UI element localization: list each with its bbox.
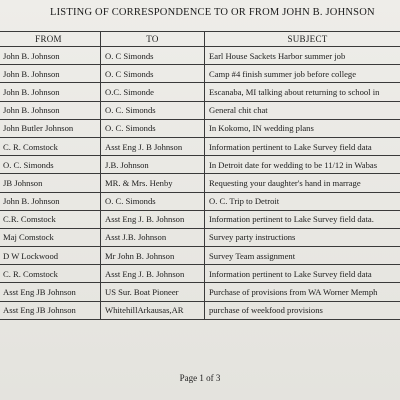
table-row xyxy=(0,65,400,83)
cell-to: O. C Simonds xyxy=(101,47,205,65)
cell-from: Asst Eng JB Johnson xyxy=(0,301,101,319)
cell-to: O.C. Simonde xyxy=(101,83,205,101)
table-row xyxy=(0,119,400,137)
cell-to: WhitehillArkausas,AR xyxy=(101,301,205,319)
cell-subject: Escanaba, MI talking about returning to school in xyxy=(205,83,400,101)
table-row xyxy=(0,174,400,192)
cell-to: O. C. Simonds xyxy=(101,101,205,119)
cell-to: Asst Eng J. B. Johnson xyxy=(101,210,205,228)
cell-subject: Purchase of provisions from WA Worner Memph xyxy=(205,283,400,301)
document-title: LISTING OF CORRESPONDENCE TO OR FROM JOHN B. JOHNSON xyxy=(50,7,375,18)
header-to: TO xyxy=(101,32,205,47)
cell-subject: Survey Team assignment xyxy=(205,247,400,265)
table-header-row xyxy=(0,32,400,47)
cell-from: O. C. Simonds xyxy=(0,156,101,174)
cell-from: John Butler Johnson xyxy=(0,119,101,137)
header-subject: SUBJECT xyxy=(205,32,400,47)
table-row xyxy=(0,247,400,265)
cell-from: John B. Johnson xyxy=(0,83,101,101)
table-row xyxy=(0,228,400,246)
cell-from: John B. Johnson xyxy=(0,65,101,83)
cell-from: John B. Johnson xyxy=(0,47,101,65)
cell-subject: Survey party instructions xyxy=(205,228,400,246)
cell-subject: O. C. Trip to Detroit xyxy=(205,192,400,210)
cell-subject: Information pertinent to Lake Survey field data xyxy=(205,265,400,283)
cell-from: Maj Comstock xyxy=(0,228,101,246)
cell-subject: Information pertinent to Lake Survey field data xyxy=(205,137,400,155)
correspondence-table xyxy=(0,31,400,320)
cell-to: Asst J.B. Johnson xyxy=(101,228,205,246)
cell-from: D W Lockwood xyxy=(0,247,101,265)
cell-subject: General chit chat xyxy=(205,101,400,119)
table-row xyxy=(0,301,400,319)
cell-to: Mr John B. Johnson xyxy=(101,247,205,265)
table-row xyxy=(0,156,400,174)
cell-subject: Requesting your daughter's hand in marrage xyxy=(205,174,400,192)
cell-subject: In Kokomo, IN wedding plans xyxy=(205,119,400,137)
cell-from: John B. Johnson xyxy=(0,101,101,119)
cell-subject: purchase of weekfood provisions xyxy=(205,301,400,319)
cell-to: O. C Simonds xyxy=(101,65,205,83)
cell-from: Asst Eng JB Johnson xyxy=(0,283,101,301)
table-row xyxy=(0,210,400,228)
cell-from: C. R. Comstock xyxy=(0,265,101,283)
page-number: Page 1 of 3 xyxy=(179,373,221,383)
cell-to: O. C. Simonds xyxy=(101,192,205,210)
cell-subject: Information pertinent to Lake Survey field data. xyxy=(205,210,400,228)
cell-to: US Sur. Boat Pioneer xyxy=(101,283,205,301)
table-row xyxy=(0,101,400,119)
cell-to: Asst Eng J. B. Johnson xyxy=(101,265,205,283)
cell-from: C.R. Comstock xyxy=(0,210,101,228)
cell-from: C. R. Comstock xyxy=(0,137,101,155)
table-row xyxy=(0,192,400,210)
table-row xyxy=(0,283,400,301)
cell-to: J.B. Johnson xyxy=(101,156,205,174)
table-row xyxy=(0,265,400,283)
cell-to: MR. & Mrs. Henby xyxy=(101,174,205,192)
cell-from: JB Johnson xyxy=(0,174,101,192)
cell-to: O. C. Simonds xyxy=(101,119,205,137)
cell-subject: Earl House Sackets Harbor summer job xyxy=(205,47,400,65)
cell-subject: Camp #4 finish summer job before college xyxy=(205,65,400,83)
cell-from: John B. Johnson xyxy=(0,192,101,210)
table-row xyxy=(0,83,400,101)
table-row xyxy=(0,137,400,155)
cell-to: Asst Eng J. B Johnson xyxy=(101,137,205,155)
cell-subject: In Detroit date for wedding to be 11/12 in Wabas xyxy=(205,156,400,174)
header-from: FROM xyxy=(0,32,101,47)
table-row xyxy=(0,47,400,65)
